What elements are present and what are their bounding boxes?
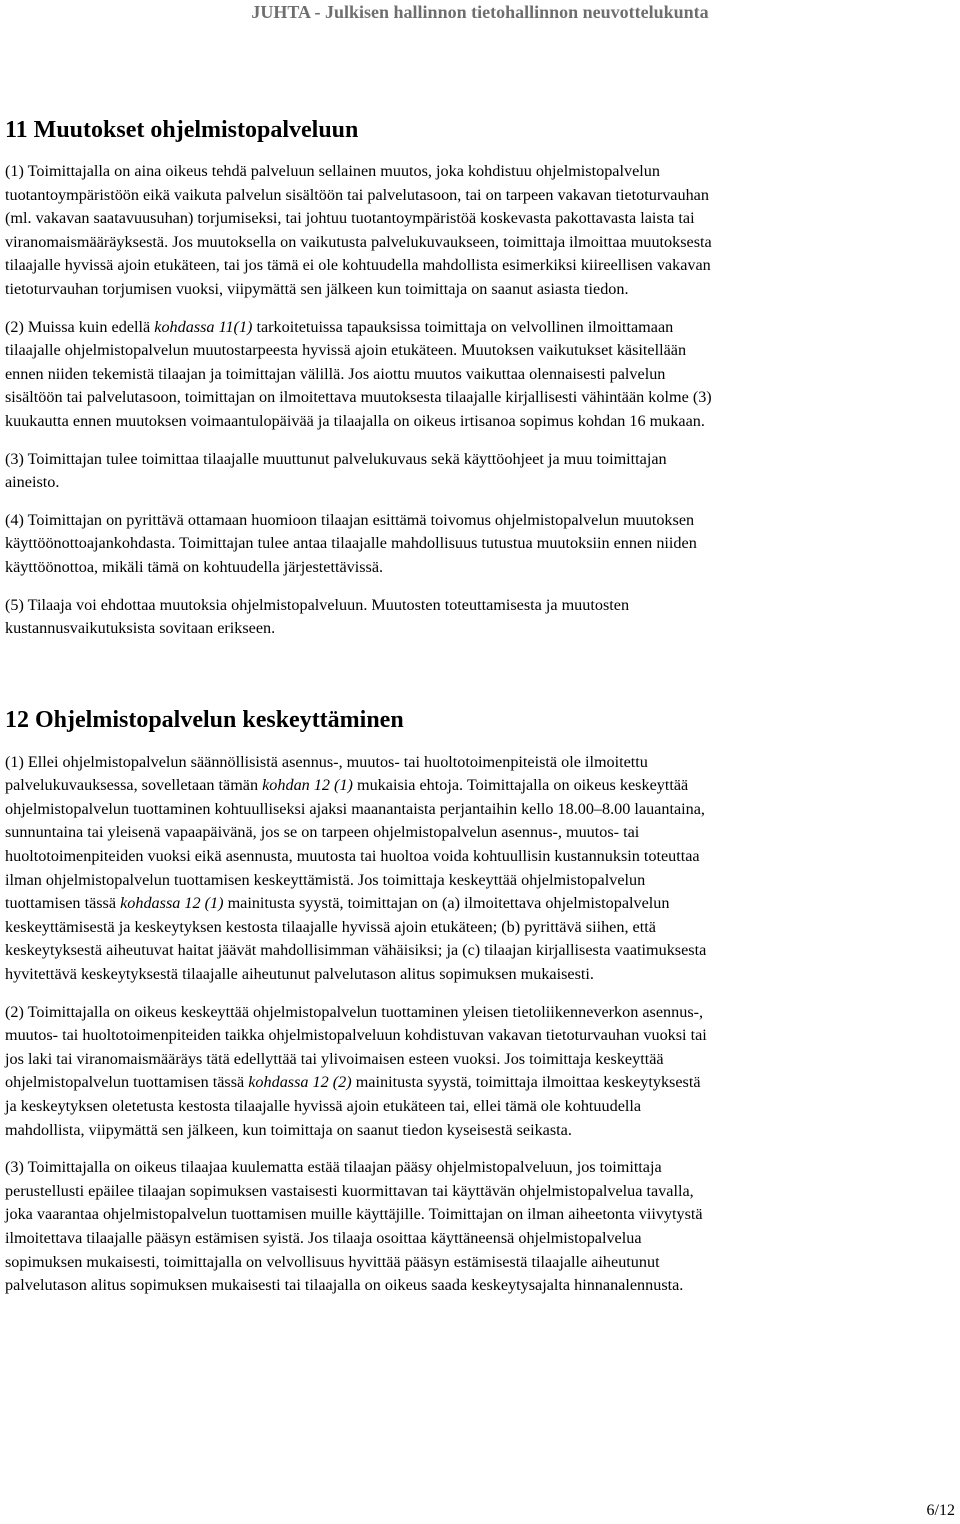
text-line xyxy=(5,892,955,916)
text-segment: mainitusta syystä, toimittaja ilmoittaa keskeytyksestä xyxy=(351,1073,701,1092)
text-segment: mainitusta syystä, toimittajan on (a) ilmoitettava ohjelmistopalvelun xyxy=(223,894,670,913)
text-segment: tarkoitetuissa tapauksissa toimittaja on velvollinen ilmoittamaan xyxy=(252,317,674,336)
text-segment: mukaisia ehtoja. Toimittajalla on oikeus keskeyttää xyxy=(352,776,689,795)
text-line: kustannusvaikutuksista sovitaan erikseen. xyxy=(5,619,276,638)
text-line: ohjelmistopalvelun tuottaminen kohtuulliseksi ajaksi maanantaista perjantaihin kello 18.00–8.00 lauantaina, xyxy=(5,799,705,818)
text-line: tilaajalle ohjelmistopalvelun muutostarpeesta hyvissä ajoin etukäteen. Muutoksen vaikutukset käsitellään xyxy=(5,341,687,360)
section-reference: kohdassa 11(1) xyxy=(154,317,253,336)
section-11-paragraph-2 xyxy=(5,316,955,434)
text-line: (4) Toimittajan on pyrittävä ottamaan huomioon tilaajan esittämä toivomus ohjelmistopalvelun muutoksen xyxy=(5,510,695,529)
text-line: hyvitettävä keskeytyksestä tilaajalle aiheutunut palvelutason alitus sopimuksen mukaisesti. xyxy=(5,965,594,984)
text-line: sisältöön tai palvelutasoon, toimittajan on ilmoitettava muutoksesta tilaajalle kirjallisesti vähintään kolme (3) xyxy=(5,388,712,407)
text-line: aineisto. xyxy=(5,473,60,492)
text-line: (1) Toimittajalla on aina oikeus tehdä palveluun sellainen muutos, joka kohdistuu ohjelmistopalvelun xyxy=(5,162,660,180)
text-line: muutos- tai huoltotoimenpiteiden taikka ohjelmistopalveluun kohdistuvan vakavan tietoturvauhan vuoksi tai xyxy=(5,1026,707,1045)
text-line: kuukautta ennen muutoksen voimaantulopäivää ja tilaajalla on oikeus irtisanoa sopimus kohdan 16 mukaan. xyxy=(5,411,705,430)
text-line: joka vaarantaa ohjelmistopalvelun tuottamisen muille käyttäjille. Toimittajan on ilman aiheetonta viivytystä xyxy=(5,1205,703,1224)
section-11-paragraph-5 xyxy=(5,594,955,641)
text-segment: palvelukuvauksessa, sovelletaan tämän xyxy=(5,776,263,795)
page-number: 6/12 xyxy=(926,1502,955,1519)
text-line: käyttöönottoajankohdasta. Toimittajan tulee antaa tilaajalle mahdollisuus tutustua muutoksiin ennen niiden xyxy=(5,534,697,553)
text-line: keskeytyksestä aiheutuvat haitat jäävät mahdollisimman vähäisiksi; ja (c) tilaajan kirjallisesta vaatimuksesta xyxy=(5,941,707,960)
text-line: käyttöönottoa, mikäli tämä on kohtuudella järjestettävissä. xyxy=(5,557,384,576)
text-line: (5) Tilaaja voi ehdottaa muutoksia ohjelmistopalveluun. Muutosten toteuttamisesta ja muutosten xyxy=(5,595,630,614)
text-line: ilman ohjelmistopalvelun tuottamisen keskeyttämistä. Jos toimittaja keskeyttää ohjelmistopalvelun xyxy=(5,870,646,889)
text-line: mahdollista, viipymättä sen jälkeen, kun toimittaja on saanut tiedon kyseisestä seikasta. xyxy=(5,1120,572,1139)
text-line: ja keskeytyksen oletetusta kestosta tilaajalle hyvissä ajoin etukäteen tai, ellei tämä ole kohtuudella xyxy=(5,1097,642,1115)
text-line xyxy=(5,316,955,340)
text-line: huoltotoimenpiteiden vuoksi eikä asennusta, muutosta tai huoltoa voida kohtuullisin kustannuksin toteuttaa xyxy=(5,847,700,866)
text-line: viranomaismääräyksestä. Jos muutoksella on vaikutusta palvelukuvaukseen, toimittaja ilmoittaa muutoksesta xyxy=(5,232,712,251)
text-segment: tuottamisen tässä xyxy=(5,894,121,913)
text-segment: ohjelmistopalvelun tuottamisen tässä xyxy=(5,1073,249,1092)
text-line: (1) Ellei ohjelmistopalvelun säännöllisistä asennus-, muutos- tai huoltotoimenpiteistä ole ilmoitettu xyxy=(5,752,648,771)
text-line: (3) Toimittajan tulee toimittaa tilaajalle muuttunut palvelukuvaus sekä käyttöohjeet ja muu toimittajan xyxy=(5,449,667,468)
section-12-heading: 12 Ohjelmistopalvelun keskeyttäminen xyxy=(5,706,404,733)
section-reference: kohdassa 12 (1) xyxy=(120,894,224,913)
text-line: (3) Toimittajalla on oikeus tilaajaa kuulematta estää tilaajan pääsy ohjelmistopalveluun, jos toimittaja xyxy=(5,1158,662,1177)
text-line: sopimuksen mukaisesti, toimittajalla on velvollisuus hyvittää pääsyn estämisestä tilaajalle aiheutunut xyxy=(5,1252,660,1271)
section-11-paragraph-1 xyxy=(5,160,955,302)
text-line: ilmoitettava tilaajalle pääsyn estämisen syistä. Jos tilaaja osoittaa käyttäneensä ohjelmistopalvelua xyxy=(5,1228,642,1247)
text-line: perustellusti epäilee tilaajan sopimuksen vastaisesti kuormittavan tai käyttävän ohjelmistopalvelua tavalla, xyxy=(5,1181,694,1200)
text-line: (ml. vakavan saatavuusuhan) torjumiseksi, tai johtuu tuotantoympäristöä koskevasta pakottavasta laista tai xyxy=(5,209,695,228)
text-line xyxy=(5,1071,955,1095)
document-body xyxy=(5,115,955,1298)
text-line: ennen niiden tekemistä tilaajan ja toimittajan välillä. Jos aiottu muutos vaikuttaa olennaisesti palvelun xyxy=(5,364,666,383)
text-line: palvelutason alitus sopimuksen mukaisesti tai tilaajalla on oikeus saada keskeytysajalta hinnanalennusta. xyxy=(5,1276,684,1295)
text-line: (2) Toimittajalla on oikeus keskeyttää ohjelmistopalvelun tuottaminen yleisen tietoliikenneverkon asennus-, xyxy=(5,1002,704,1021)
running-header: JUHTA - Julkisen hallinnon tietohallinnon neuvottelukunta xyxy=(251,2,709,22)
text-line: sunnuntaina tai yleisenä vapaapäivänä, jos se on tarpeen ohjelmistopalvelun asennus-, muutos- tai xyxy=(5,823,640,842)
text-line: tilaajalle hyvissä ajoin etukäteen, tai jos tämä ei ole kohtuudella mahdollista esimerkiksi kiireellisen vakavan xyxy=(5,256,711,275)
text-segment: (2) Muissa kuin edellä xyxy=(5,317,155,336)
section-12-paragraph-3 xyxy=(5,1156,955,1298)
text-line: tietoturvauhan torjumisen vuoksi, viipymättä sen jälkeen kun toimittaja on saanut asiasta tiedon. xyxy=(5,279,629,298)
section-12-paragraph-1 xyxy=(5,751,955,987)
text-line xyxy=(5,774,955,798)
section-12-paragraph-2 xyxy=(5,1001,955,1143)
section-reference: kohdan 12 (1) xyxy=(262,776,353,795)
text-line: tuotantoympäristöön eikä vaikuta palvelun sisältöön tai palvelutasoon, tai on tarpeen vakavan tietoturvauhan xyxy=(5,185,709,204)
section-11-heading: 11 Muutokset ohjelmistopalveluun xyxy=(5,117,359,143)
section-11-paragraph-4 xyxy=(5,509,955,580)
text-line: keskeyttämisestä ja keskeytyksen kestosta tilaajalle hyvissä ajoin etukäteen; (b) pyrittävä siihen, että xyxy=(5,917,656,936)
section-11-paragraph-3 xyxy=(5,448,955,495)
text-line: jos laki tai viranomaismääräys tätä edellyttää tai ylivoimaisen esteen vuoksi. Jos toimittaja keskeyttää xyxy=(5,1049,664,1068)
section-reference: kohdassa 12 (2) xyxy=(248,1073,352,1092)
